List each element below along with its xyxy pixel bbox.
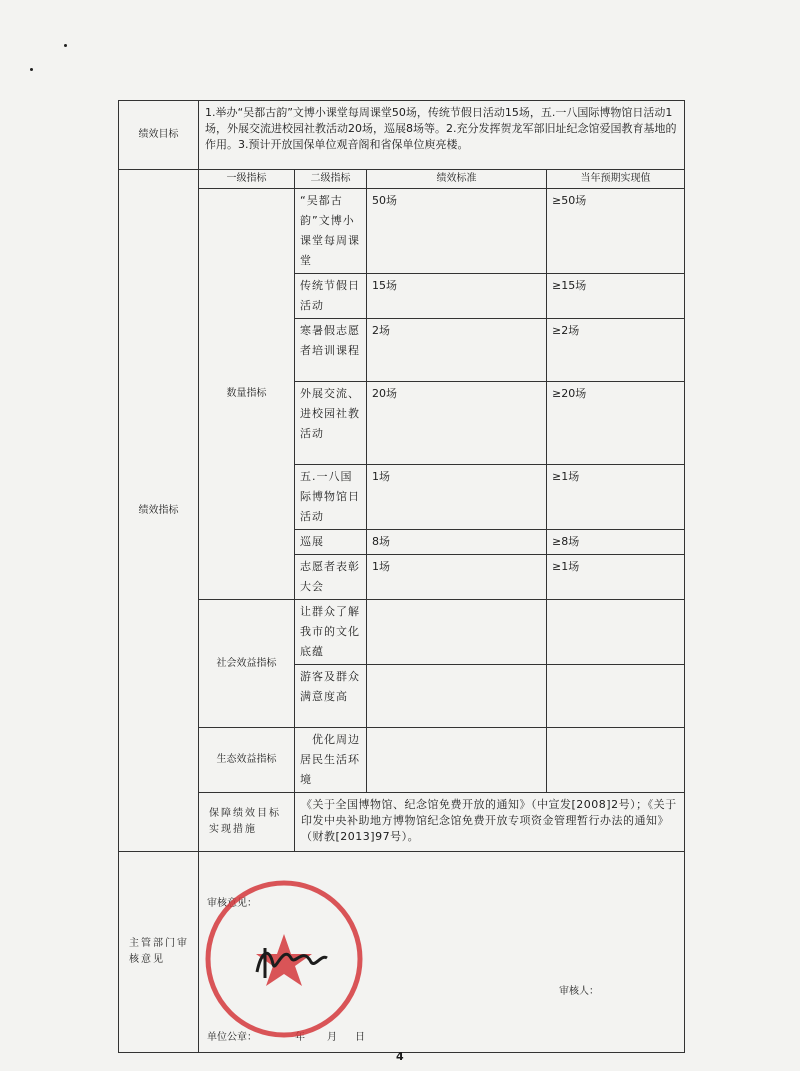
indicator-standard: [367, 600, 547, 665]
indicator-expected: ≥8场: [547, 530, 685, 555]
indicator-name: 传统节假日活动: [295, 274, 367, 319]
performance-table: [118, 100, 685, 1053]
indicator-standard: 2场: [367, 319, 547, 382]
stamp-label: 单位公章：: [207, 1032, 257, 1043]
indicator-standard: 8场: [367, 530, 547, 555]
header-expected: 当年预期实现值: [547, 170, 685, 189]
day-label: 日: [355, 1032, 365, 1043]
indicator-expected: [547, 665, 685, 728]
indicator-name: 让群众了解我市的文化底蕴: [295, 600, 367, 665]
guarantee-label: 保障绩效目标实现措施: [199, 793, 295, 852]
review-cell: [199, 852, 685, 1053]
goal-row: [119, 101, 685, 170]
indicator-standard: 1场: [367, 555, 547, 600]
eco-label: 生态效益指标: [199, 728, 295, 793]
year-label: 年: [295, 1032, 305, 1043]
header-standard: 绩效标准: [367, 170, 547, 189]
month-label: 月: [327, 1032, 337, 1043]
indicator-standard: 15场: [367, 274, 547, 319]
indicator-header-row: [119, 170, 685, 189]
guarantee-text: 《关于全国博物馆、纪念馆免费开放的通知》（中宣发[2008]2号）；《关于印发中央补助地方博物馆纪念馆免费开放专项资金管理暂行办法的通知》（财教[2013]97号）。: [295, 793, 685, 852]
indicator-standard: 20场: [367, 382, 547, 465]
header-level2: 二级指标: [295, 170, 367, 189]
scan-speck: [64, 44, 67, 47]
indicator-expected: ≥2场: [547, 319, 685, 382]
indicator-expected: [547, 600, 685, 665]
indicator-name: 优化周边居民生活环境: [295, 728, 367, 793]
indicator-name: 游客及群众满意度高: [295, 665, 367, 728]
page-number: 4: [396, 1050, 404, 1063]
review-label: 主管部门审核意见: [119, 852, 199, 1053]
table-row: [119, 600, 685, 665]
goal-text: 1.举办“吴都古韵”文博小课堂每周课堂50场，传统节假日活动15场，五.一八国际博物馆日活动1场，外展交流进校园社教活动20场，巡展8场等。2.充分发挥贺龙军部旧址纪念馆爱国教育基地的作用。3.预计开放国保单位观音阁和省保单位庾亮楼。: [199, 101, 685, 170]
review-opinion-label: 审核意见：: [207, 898, 257, 909]
table-row: [119, 189, 685, 274]
performance-table-wrap: [118, 100, 684, 1053]
indicator-expected: ≥50场: [547, 189, 685, 274]
indicator-name: 五.一八国际博物馆日活动: [295, 465, 367, 530]
table-row: [119, 728, 685, 793]
indicator-expected: ≥1场: [547, 465, 685, 530]
indicator-name: 外展交流、进校园社教活动: [295, 382, 367, 465]
indicator-expected: ≥1场: [547, 555, 685, 600]
goal-label: 绩效目标: [119, 101, 199, 170]
scan-speck: [30, 68, 33, 71]
indicators-label: 绩效指标: [119, 170, 199, 852]
guarantee-row: [119, 793, 685, 852]
indicator-name: 寒暑假志愿者培训课程: [295, 319, 367, 382]
indicator-standard: [367, 665, 547, 728]
indicator-standard: 50场: [367, 189, 547, 274]
indicator-expected: ≥20场: [547, 382, 685, 465]
indicator-expected: ≥15场: [547, 274, 685, 319]
indicator-name: 巡展: [295, 530, 367, 555]
social-label: 社会效益指标: [199, 600, 295, 728]
indicator-standard: [367, 728, 547, 793]
review-row: [119, 852, 685, 1053]
official-seal-icon: [199, 874, 369, 1044]
indicator-name: “吴都古韵”文博小课堂每周课堂: [295, 189, 367, 274]
indicator-name: 志愿者表彰大会: [295, 555, 367, 600]
quantity-label: 数量指标: [199, 189, 295, 600]
reviewer-label: 审核人：: [559, 986, 599, 997]
indicator-expected: [547, 728, 685, 793]
indicator-standard: 1场: [367, 465, 547, 530]
header-level1: 一级指标: [199, 170, 295, 189]
